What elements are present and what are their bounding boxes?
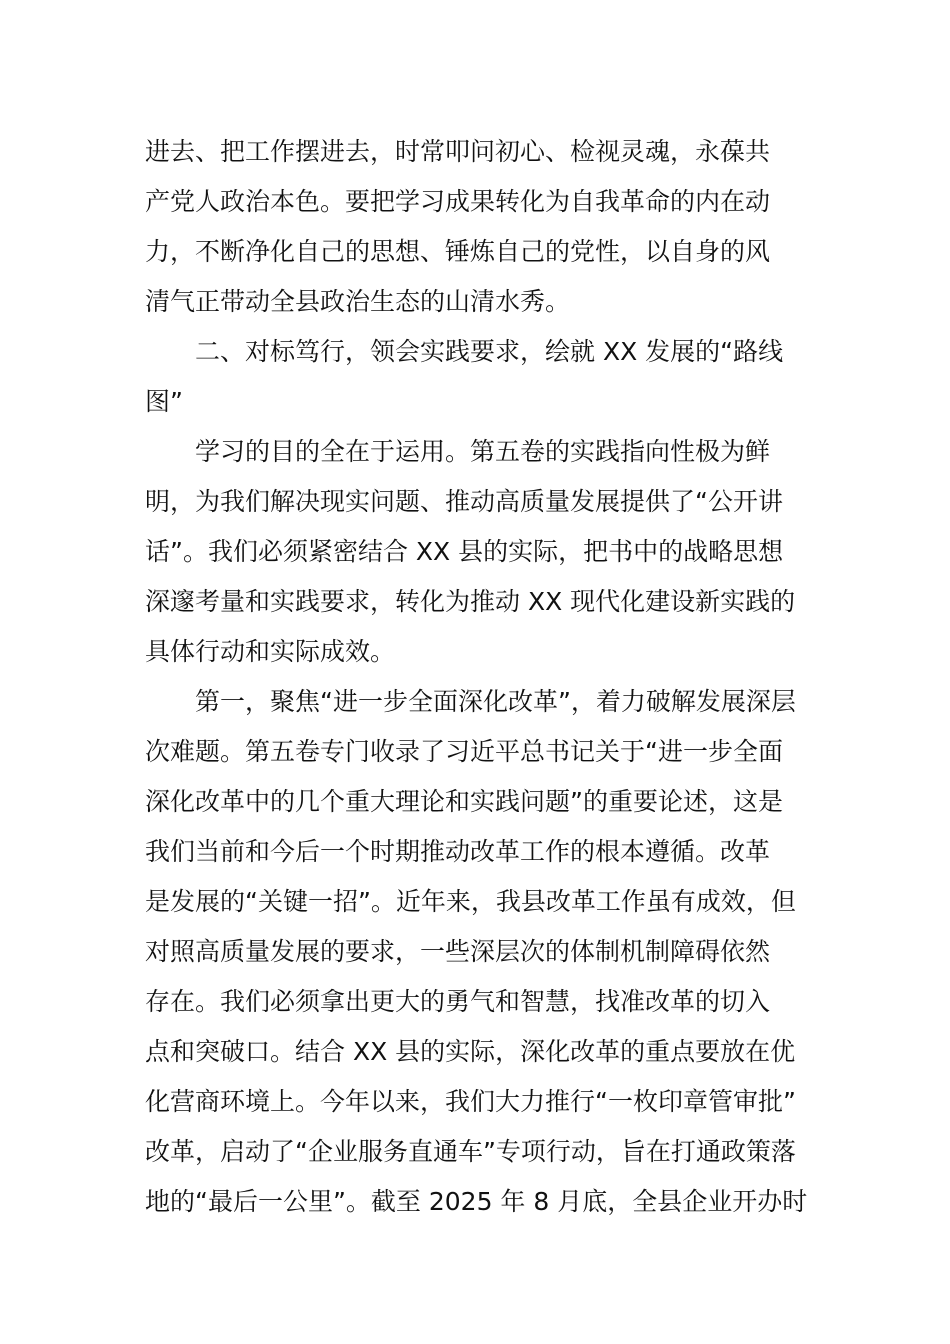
text-line: 对照高质量发展的要求，一些深层次的体制机制障碍依然 [145, 937, 771, 966]
text-line: 次难题。第五卷专门收录了习近平总书记关于“进一步全面 [145, 737, 783, 766]
text-line: 话”。我们必须紧密结合 XX 县的实际，把书中的战略思想 [145, 537, 784, 566]
text-line: 进去、把工作摆进去，时常叩问初心、检视灵魂，永葆共 [145, 137, 771, 166]
text-line: 存在。我们必须拿出更大的勇气和智慧，找准改革的切入 [145, 987, 771, 1016]
text-line: 力，不断净化自己的思想、锤炼自己的党性，以自身的风 [145, 237, 771, 266]
body-text [145, 127, 810, 1227]
text-line: 改革，启动了“企业服务直通车”专项行动，旨在打通政策落 [145, 1137, 796, 1166]
section-heading-line: 二、对标笃行，领会实践要求，绘就 XX 发展的“路线 [195, 337, 784, 366]
text-line: 点和突破口。结合 XX 县的实际，深化改革的重点要放在优 [145, 1037, 796, 1066]
text-line: 产党人政治本色。要把学习成果转化为自我革命的内在动 [145, 187, 771, 216]
text-line: 深化改革中的几个重大理论和实践问题”的重要论述，这是 [145, 787, 783, 816]
text-line: 具体行动和实际成效。 [145, 637, 396, 666]
text-line: 地的“最后一公里”。截至 2025 年 8 月底，全县企业开办时 [145, 1187, 808, 1216]
text-line: 明，为我们解决现实问题、推动高质量发展提供了“公开讲 [145, 487, 783, 516]
text-line: 是发展的“关键一招”。近年来，我县改革工作虽有成效，但 [145, 887, 796, 916]
text-line: 化营商环境上。今年以来，我们大力推行“一枚印章管审批” [145, 1087, 796, 1116]
text-line: 学习的目的全在于运用。第五卷的实践指向性极为鲜 [195, 437, 771, 466]
section-heading-line: 图” [145, 387, 183, 416]
text-line: 第一，聚焦“进一步全面深化改革”，着力破解发展深层 [195, 687, 796, 716]
text-line: 清气正带动全县政治生态的山清水秀。 [145, 287, 571, 316]
text-line: 我们当前和今后一个时期推动改革工作的根本遵循。改革 [145, 837, 771, 866]
text-line: 深邃考量和实践要求，转化为推动 XX 现代化建设新实践的 [145, 587, 796, 616]
